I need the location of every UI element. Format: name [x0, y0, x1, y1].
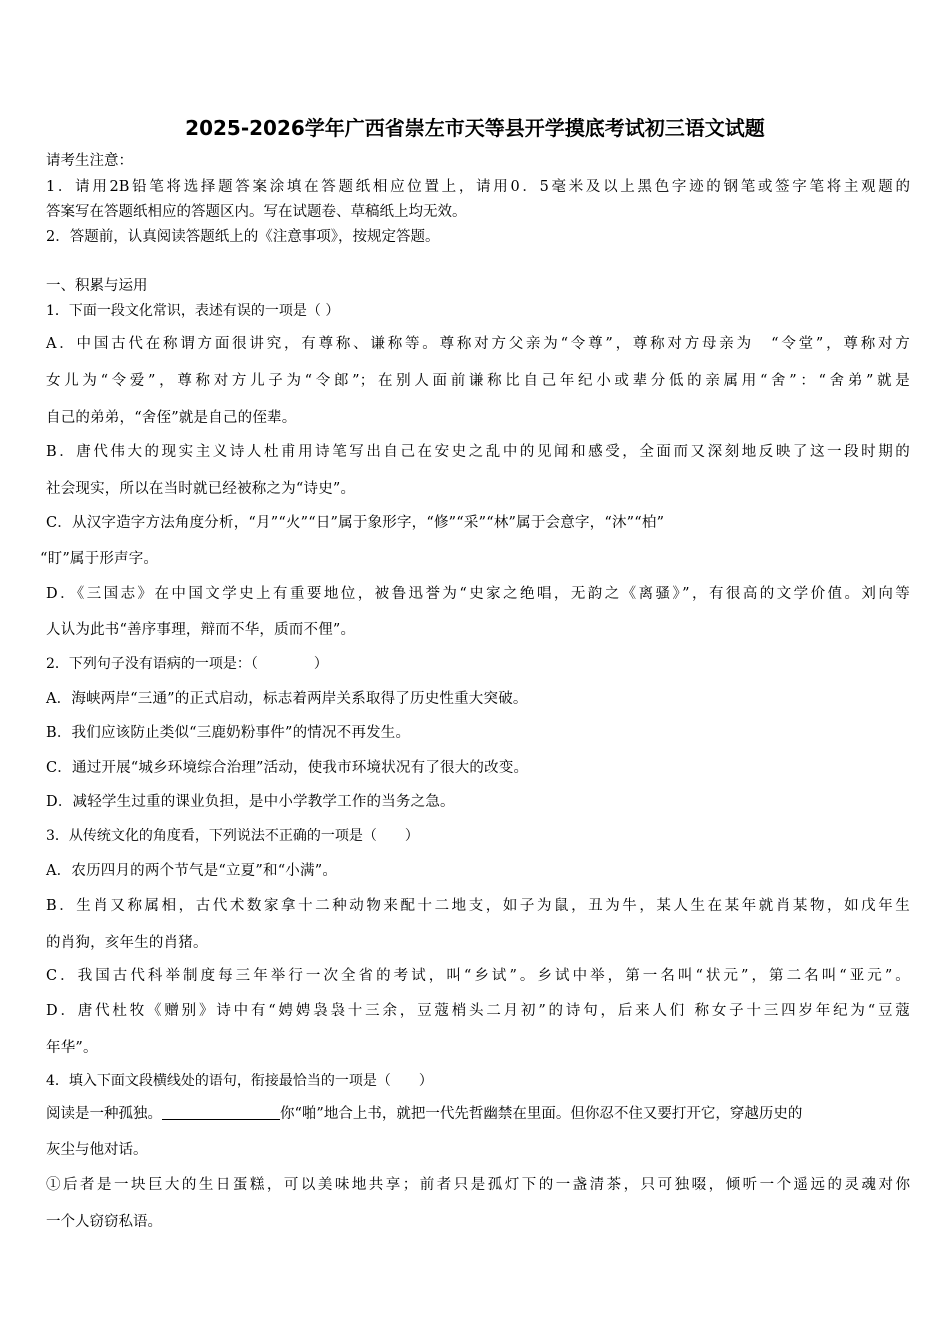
question-2-option-d: D．减轻学生过重的课业负担，是中小学教学工作的当务之急。: [46, 794, 455, 810]
question-2-option-b: B．我们应该防止类似“三鹿奶粉事件”的情况不再发生。: [46, 725, 411, 741]
passage-text-before-blank: 阅读是一种孤独。: [46, 1106, 162, 1122]
page-title: 2025-2026学年广西省崇左市天等县开学摸底考试初三语文试题: [185, 116, 765, 140]
question-4-passage-line-2: 灰尘与他对话。: [46, 1142, 148, 1158]
question-1-option-c-line-1: C．从汉字造字方法角度分析，“月”“火”“日”属于象形字，“修”“采”“林”属于会意字，“沐”“柏”: [46, 515, 665, 531]
question-2-stem: 2．下列句子没有语病的一项是：（ ）: [46, 656, 328, 672]
section-heading: 一、积累与运用: [46, 278, 148, 294]
question-4-option-1-line-2: 一个人窃窃私语。: [46, 1214, 162, 1230]
fill-in-blank[interactable]: [162, 1105, 280, 1120]
question-2-option-a: A．海峡两岸“三通”的正式启动，标志着两岸关系取得了历史性重大突破。: [46, 691, 528, 707]
question-1-option-a-line-2: 女儿为“令爱”，尊称对方儿子为“令郎”；在别人面前谦称比自己年纪小或辈分低的亲属用“舍”：“舍弟”就是: [46, 373, 910, 389]
notice-item-1-line-2: 答案写在答题纸相应的答题区内。写在试题卷、草稿纸上均无效。: [46, 204, 467, 220]
question-1-option-b-line-2: 社会现实，所以在当时就已经被称之为“诗史”。: [46, 481, 356, 497]
question-3-option-b-line-2: 的肖狗，亥年生的肖猪。: [46, 935, 208, 951]
notice-heading: 请考生注意：: [46, 153, 133, 169]
question-1-option-b-line-1: B．唐代伟大的现实主义诗人杜甫用诗笔写出自己在安史之乱中的见闻和感受，全面而又深刻地反映了这一段时期的: [46, 444, 910, 460]
question-1-option-d-line-2: 人认为此书“善序事理，辩而不华，质而不俚”。: [46, 622, 356, 638]
notice-item-1-line-1: 1．请用2B铅笔将选择题答案涂填在答题纸相应位置上，请用0．5毫米及以上黑色字迹的钢笔或签字笔将主观题的: [46, 179, 910, 195]
question-3-stem: 3．从传统文化的角度看，下列说法不正确的一项是（ ）: [46, 828, 419, 844]
question-3-option-b-line-1: B．生肖又称属相，古代术数家拿十二种动物来配十二地支，如子为鼠，丑为牛，某人生在某年就肖某物，如戊年生: [46, 898, 910, 914]
question-1-stem: 1．下面一段文化常识，表述有误的一项是（ ）: [46, 303, 340, 319]
question-3-option-c: C．我国古代科举制度每三年举行一次全省的考试，叫“乡试”。乡试中举，第一名叫“状元”，第二名叫“亚元”。: [46, 968, 910, 984]
question-3-option-d-line-1: D．唐代杜牧《赠别》诗中有“娉娉袅袅十三余，豆蔻梢头二月初”的诗句，后来人们 称女子十三四岁年纪为“豆蔻: [46, 1003, 910, 1019]
question-3-option-d-line-2: 年华”。: [46, 1040, 98, 1056]
question-4-passage-line-1: [46, 1105, 910, 1123]
question-4-stem: 4．填入下面文段横线处的语句，衔接最恰当的一项是（ ）: [46, 1073, 433, 1089]
question-1-option-a-line-3: 自己的弟弟，“舍侄”就是自己的侄辈。: [46, 410, 297, 426]
question-1-option-c-line-2: “盯”属于形声字。: [40, 551, 159, 567]
passage-text-after-blank: 你“啪”地合上书，就把一代先哲幽禁在里面。但你忍不住又要打开它，穿越历史的: [280, 1106, 803, 1122]
question-1-option-a-line-1: A．中国古代在称谓方面很讲究，有尊称、谦称等。尊称对方父亲为“令尊”，尊称对方母亲为 “令堂”，尊称对方: [46, 336, 910, 352]
question-2-option-c: C．通过开展“城乡环境综合治理”活动，使我市环境状况有了很大的改变。: [46, 760, 529, 776]
question-4-option-1-line-1: ①后者是一块巨大的生日蛋糕，可以美味地共享；前者只是孤灯下的一盏清茶，只可独啜，倾听一个遥远的灵魂对你: [46, 1177, 910, 1193]
notice-item-2: 2．答题前，认真阅读答题纸上的《注意事项》，按规定答题。: [46, 229, 440, 245]
question-3-option-a: A．农历四月的两个节气是“立夏”和“小满”。: [46, 863, 338, 879]
question-1-option-d-line-1: D．《三国志》在中国文学史上有重要地位，被鲁迅誉为“史家之绝唱，无韵之《离骚》”，有很高的文学价值。刘向等: [46, 586, 910, 602]
